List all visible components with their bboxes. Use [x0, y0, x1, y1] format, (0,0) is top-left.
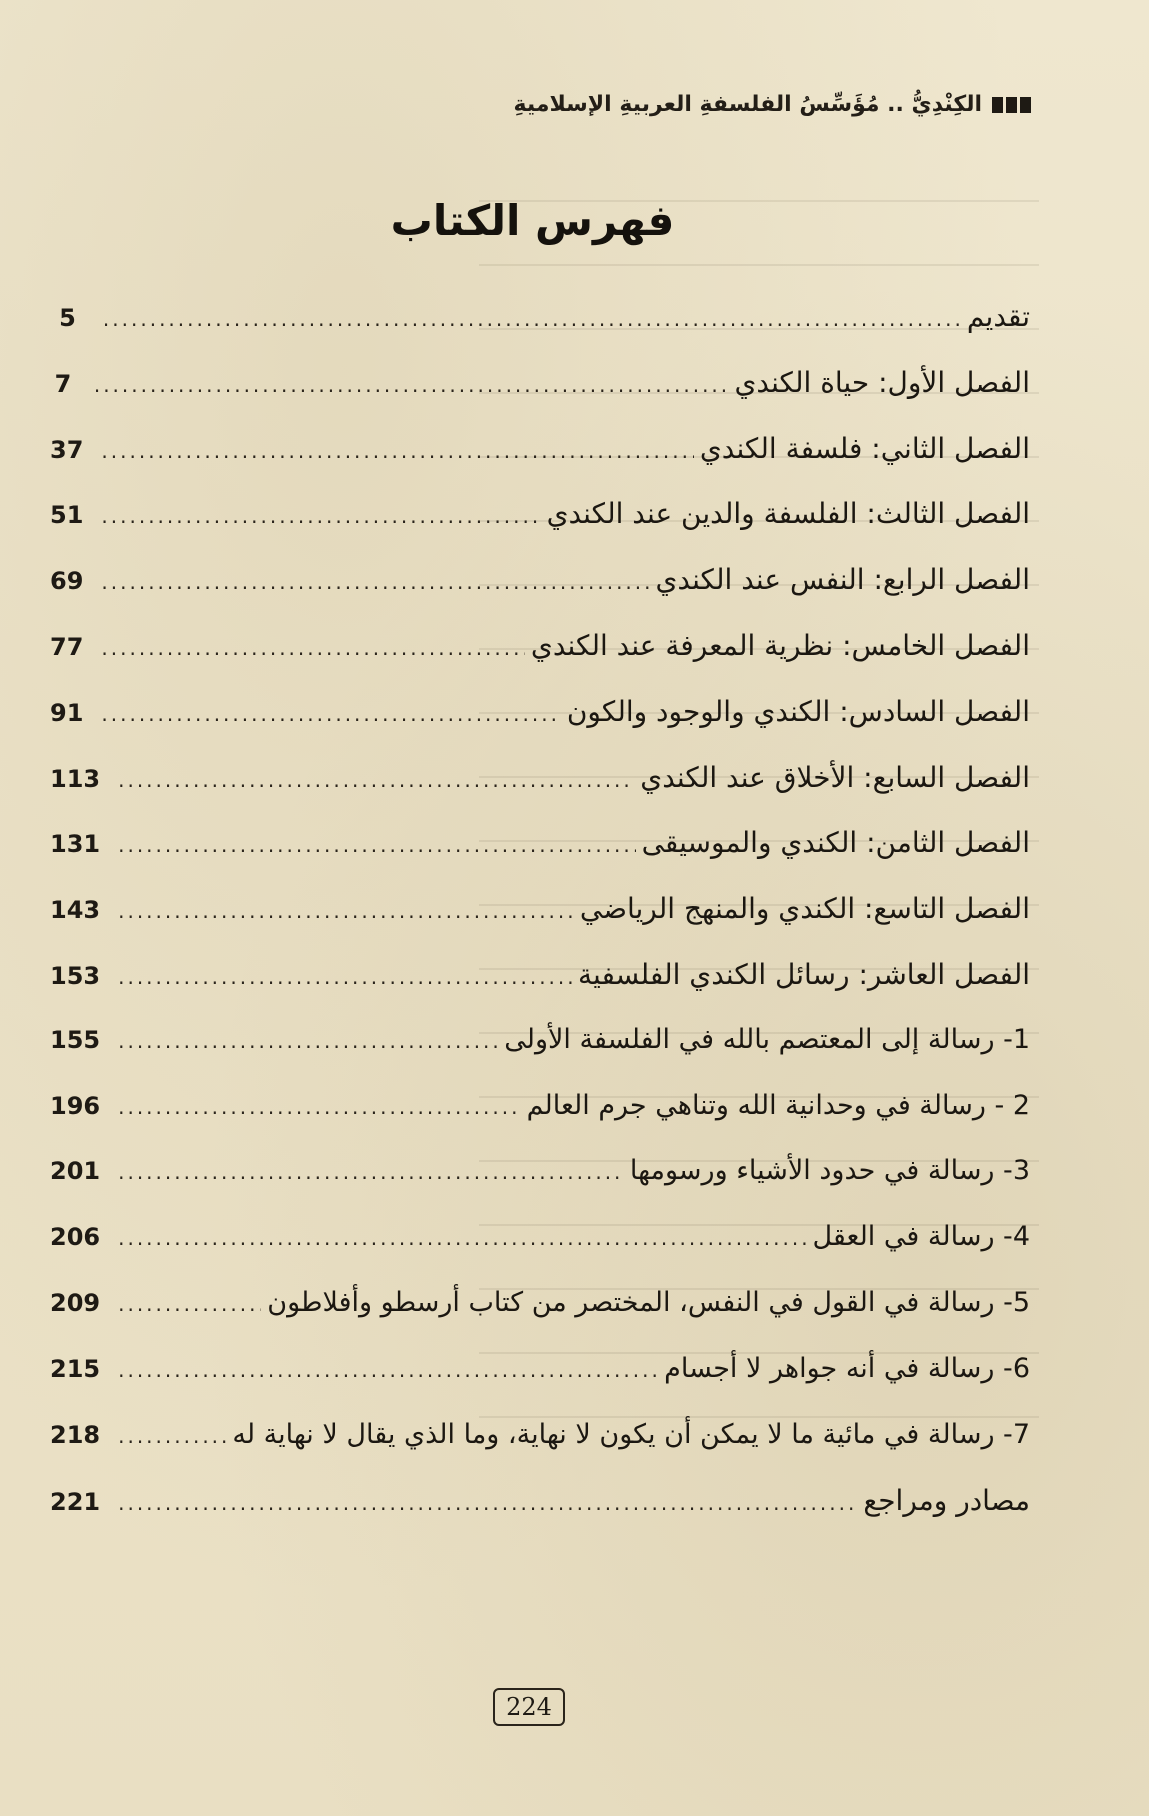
toc-entry [50, 1419, 1030, 1485]
toc-dot-leader [101, 570, 649, 594]
toc-entry-page: 51 [50, 501, 84, 530]
toc-entry-page: 196 [50, 1091, 101, 1120]
page-number: 224 [493, 1688, 565, 1726]
toc-entry-title: 7- رسالة في مائية ما لا يمكن أن يكون لا نهاية، وما الذي يقال لا نهاية له [232, 1418, 1030, 1450]
toc-dot-leader [118, 1358, 658, 1382]
toc-entry-page: 5 [59, 304, 76, 332]
toc-entry-title: 3- رسالة في حدود الأشياء ورسومها [629, 1155, 1030, 1187]
table-of-contents [50, 300, 1030, 1550]
toc-entry [50, 1353, 1030, 1419]
toc-entry-page: 218 [50, 1420, 101, 1449]
toc-dot-leader [118, 1424, 226, 1448]
toc-entry-title: الفصل الأول: حياة الكندي [734, 365, 1030, 399]
toc-entry [50, 761, 1030, 827]
toc-entry [50, 1155, 1030, 1221]
toc-entry [50, 958, 1030, 1024]
toc-dot-leader [101, 504, 540, 528]
toc-dot-leader [94, 373, 729, 397]
toc-dot-leader [101, 439, 693, 463]
toc-entry-title: الفصل الثالث: الفلسفة والدين عند الكندي [546, 497, 1030, 531]
toc-entry-title: الفصل الرابع: النفس عند الكندي [655, 563, 1030, 597]
toc-entry-page: 155 [50, 1025, 101, 1054]
toc-dot-leader [118, 965, 572, 989]
toc-dot-leader [118, 1226, 806, 1250]
toc-entry-title: الفصل الثاني: فلسفة الكندي [699, 431, 1030, 465]
toc-entry-page: 209 [50, 1288, 101, 1317]
toc-entry [50, 1221, 1030, 1287]
toc-entry-title: الفصل الخامس: نظرية المعرفة عند الكندي [530, 628, 1030, 662]
toc-dot-leader [118, 833, 635, 857]
toc-entry-page: 113 [50, 764, 101, 793]
toc-entry [50, 1090, 1030, 1156]
toc-entry-title: تقديم [966, 300, 1030, 333]
toc-entry-title: الفصل السادس: الكندي والوجود والكون [566, 694, 1030, 728]
toc-dot-leader [101, 636, 525, 660]
toc-dot-leader [118, 1292, 261, 1316]
toc-dot-leader [101, 702, 560, 726]
toc-dot-leader [118, 1095, 520, 1119]
running-header [514, 92, 1031, 117]
toc-entry-page: 77 [50, 632, 84, 661]
toc-entry-title: 4- رسالة في العقل [812, 1221, 1030, 1253]
toc-entry-title: 2 - رسالة في وحدانية الله وتناهي جرم العالم [526, 1089, 1030, 1121]
running-header-text: الكِنْدِيُّ .. مُؤَسِّسُ الفلسفةِ العربيةِ الإسلاميةِ [513, 92, 982, 117]
toc-entry-title: 1- رسالة إلى المعتصم بالله في الفلسفة الأولى [504, 1023, 1030, 1055]
page-title: فهرس الكتاب [390, 196, 675, 245]
toc-entry-page: 131 [50, 830, 101, 859]
toc-entry-page: 143 [50, 896, 101, 925]
toc-entry [50, 695, 1030, 761]
toc-entry [50, 300, 1030, 366]
toc-entry [50, 892, 1030, 958]
toc-dot-leader [118, 1029, 498, 1053]
toc-dot-leader [118, 1491, 857, 1515]
toc-entry-page: 215 [50, 1354, 101, 1383]
toc-entry-page: 37 [50, 435, 84, 464]
toc-entry-title: الفصل الثامن: الكندي والموسيقى [641, 826, 1030, 860]
toc-entry [50, 563, 1030, 629]
toc-entry-page: 206 [50, 1223, 101, 1252]
toc-entry [50, 1287, 1030, 1353]
toc-entry [50, 497, 1030, 563]
toc-entry [50, 1024, 1030, 1090]
toc-entry-title: الفصل العاشر: رسائل الكندي الفلسفية [578, 957, 1030, 991]
toc-entry-title: الفصل السابع: الأخلاق عند الكندي [640, 760, 1030, 794]
toc-entry-page: 91 [50, 698, 84, 727]
toc-entry-page: 153 [50, 961, 101, 990]
toc-entry-title: 6- رسالة في أنه جواهر لا أجسام [664, 1352, 1030, 1384]
toc-entry [50, 432, 1030, 498]
toc-entry [50, 366, 1030, 432]
toc-dot-leader [103, 307, 961, 331]
toc-dot-leader [118, 899, 574, 923]
toc-entry-page: 69 [50, 567, 84, 596]
toc-entry [50, 826, 1030, 892]
toc-entry [50, 1484, 1030, 1550]
toc-entry-page: 221 [50, 1488, 101, 1517]
toc-dot-leader [118, 768, 634, 792]
toc-entry [50, 629, 1030, 695]
header-block-marks-icon [992, 97, 1031, 113]
toc-entry-title: الفصل التاسع: الكندي والمنهج الرياضي [579, 892, 1030, 926]
toc-entry-page: 201 [50, 1157, 101, 1186]
toc-entry-title: مصادر ومراجع [863, 1484, 1030, 1518]
toc-entry-page: 7 [54, 369, 72, 398]
toc-entry-title: 5- رسالة في القول في النفس، المختصر من كتاب أرسطو وأفلاطون [267, 1286, 1030, 1318]
toc-dot-leader [118, 1160, 624, 1184]
